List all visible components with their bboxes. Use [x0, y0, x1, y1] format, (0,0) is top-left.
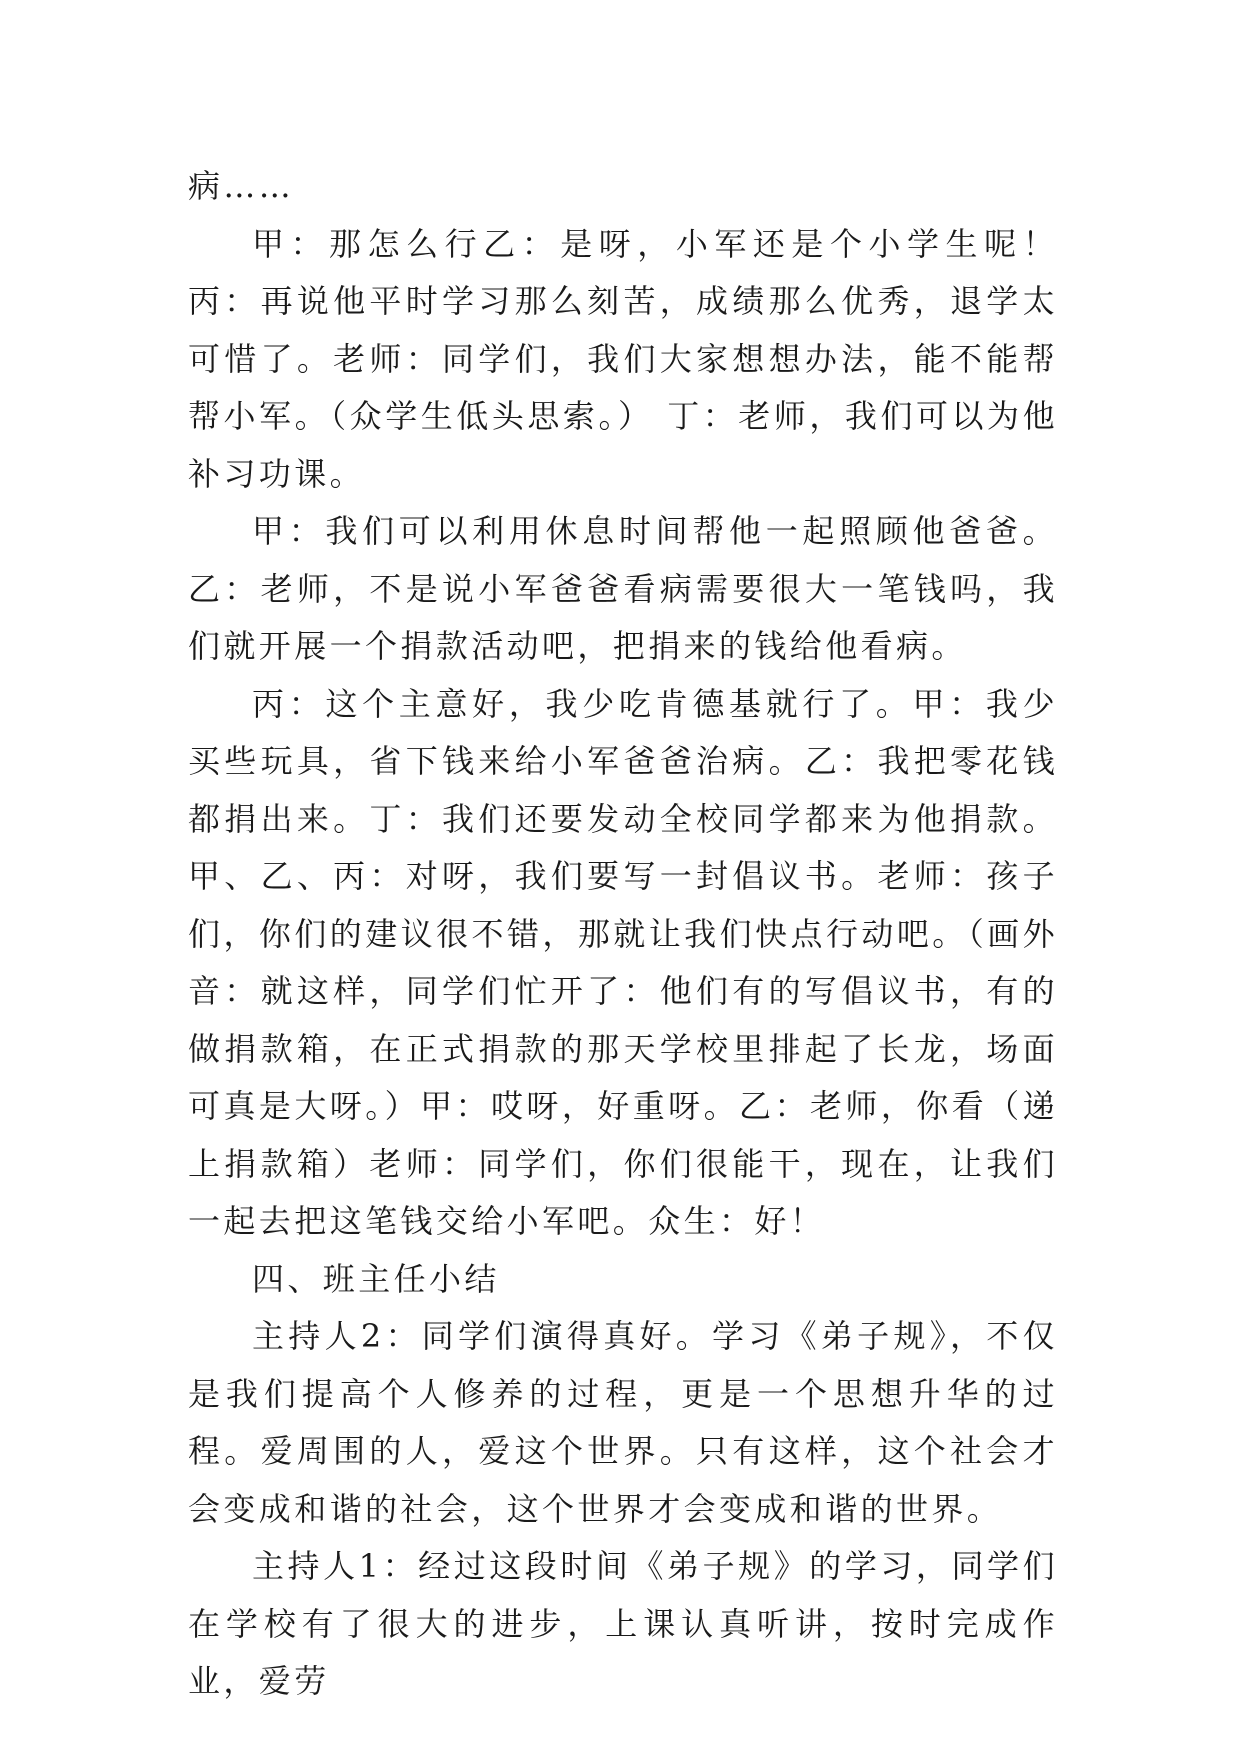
paragraph-dialogue-1: 甲：那怎么行乙：是呀，小军还是个小学生呢！丙：再说他平时学习那么刻苦，成绩那么优秀，退学太可惜了。老师：同学们，我们大家想想办法，能不能帮帮小军。（众学生低头思索。） 丁：老师，我们可以为他补习功课。	[188, 224, 1058, 493]
document-body	[188, 158, 1058, 1711]
paragraph-dialogue-2: 甲：我们可以利用休息时间帮他一起照顾他爸爸。乙：老师，不是说小军爸爸看病需要很大一笔钱吗，我们就开展一个捐款活动吧，把捐来的钱给他看病。	[188, 512, 1058, 665]
paragraph-dialogue-3: 丙：这个主意好，我少吃肯德基就行了。甲：我少买些玩具，省下钱来给小军爸爸治病。乙：我把零花钱都捐出来。丁：我们还要发动全校同学都来为他捐款。甲、乙、丙：对呀，我们要写一封倡议书。老师：孩子们，你们的建议很不错，那就让我们快点行动吧。（画外音：就这样，同学们忙开了：他们有的写倡议书，有的做捐款箱，在正式捐款的那天学校里排起了长龙，场面可真是大呀。）甲：哎呀，好重呀。乙：老师，你看（递上捐款箱）老师：同学们，你们很能干，现在，让我们一起去把这笔钱交给小军吧。众生：好！	[188, 684, 1058, 1240]
section-heading: 四、班主任小结	[252, 1259, 500, 1298]
paragraph-continuation: 病……	[188, 167, 295, 205]
paragraph-host-1: 主持人1：经过这段时间《弟子规》的学习，同学们在学校有了很大的进步，上课认真听讲，按时完成作业，爱劳	[188, 1547, 1058, 1700]
paragraph-host-2: 主持人2：同学们演得真好。学习《弟子规》，不仅是我们提高个人修养的过程，更是一个思想升华的过程。爱周围的人，爱这个世界。只有这样，这个社会才会变成和谐的社会，这个世界才会变成和谐的世界。	[188, 1317, 1058, 1528]
